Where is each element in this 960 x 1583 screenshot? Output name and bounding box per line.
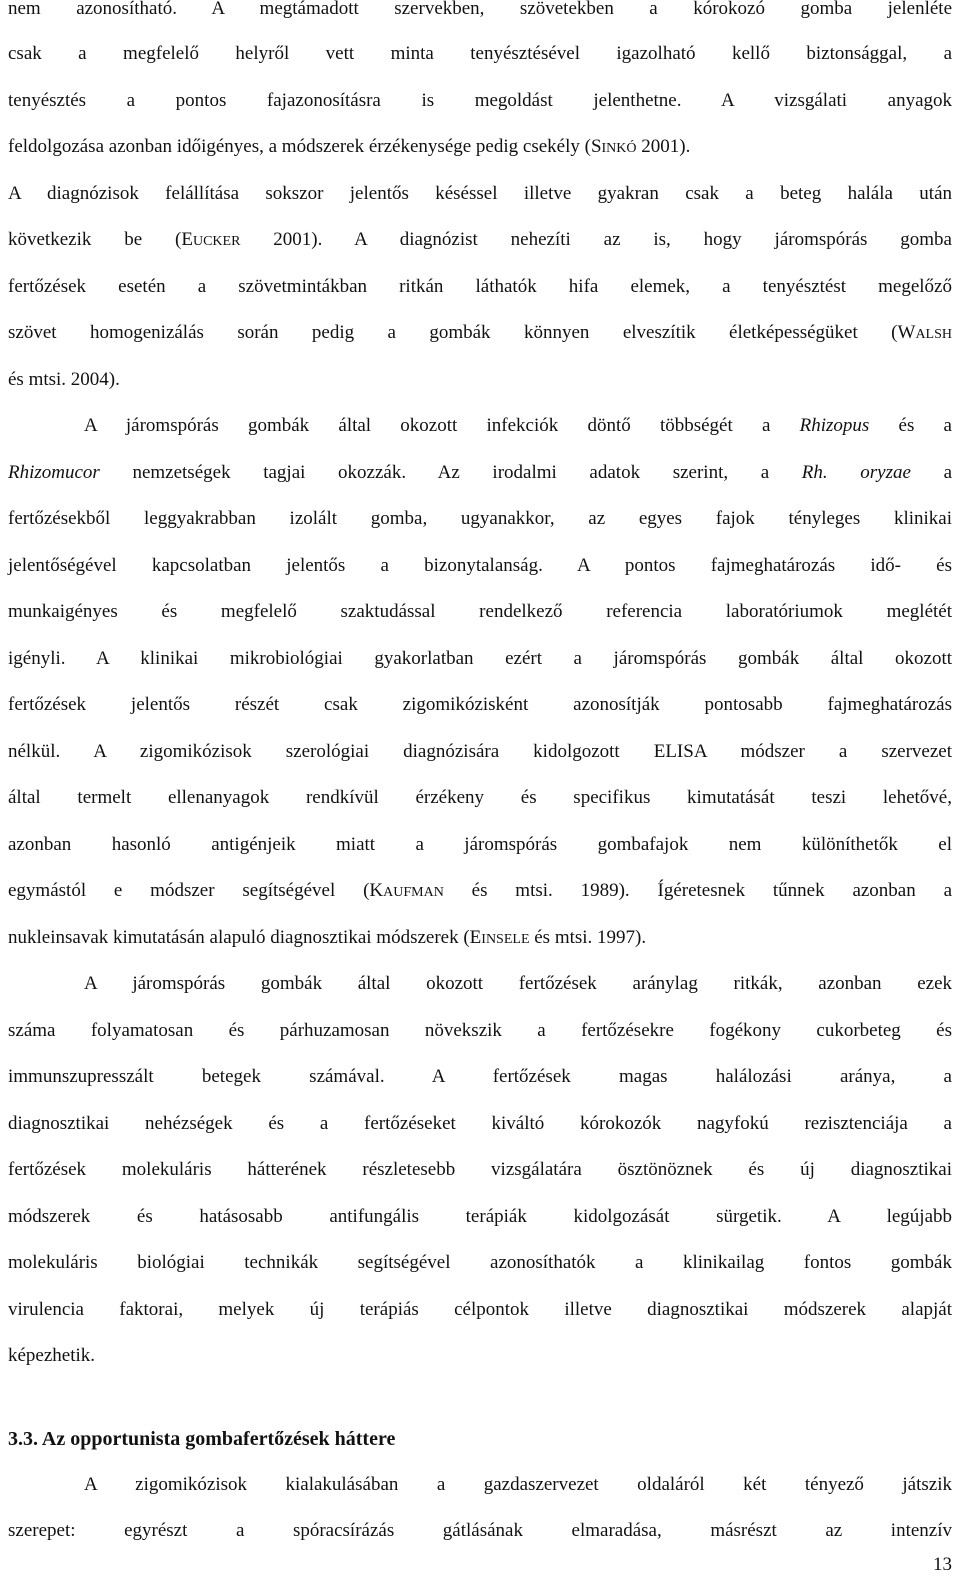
- text-line: feldolgozása azonban időigényes, a módszerek érzékenysége pedig csekély (SINKÓ 2001).: [8, 136, 691, 157]
- text-line: száma folyamatosan és párhuzamosan növekszik a fertőzésekre fogékony cukorbeteg és: [8, 1020, 952, 1041]
- text-line: tenyésztés a pontos fajazonosításra is megoldást jelenthetne. A vizsgálati anyagok: [8, 90, 952, 111]
- text-line: nukleinsavak kimutatásán alapuló diagnosztikai módszerek (EINSELE és mtsi. 1997).: [8, 927, 647, 948]
- text-line: nélkül. A zigomikózisok szerológiai diagnózisára kidolgozott ELISA módszer a szervezet: [8, 741, 952, 762]
- text-line: szerepet: egyrészt a spóracsírázás gátlásának elmaradása, másrészt az intenzív: [8, 1520, 952, 1541]
- taxon-name: Rh. oryzae: [801, 462, 911, 483]
- text-line: szövet homogenizálás során pedig a gombák könnyen elveszítik életképességüket (WALSH: [8, 322, 952, 343]
- text-line: munkaigényes és megfelelő szaktudással rendelkező referencia laboratóriumok meglétét: [8, 601, 952, 622]
- page-number: 13: [933, 1554, 952, 1575]
- text-line: és mtsi. 2004).: [8, 369, 120, 390]
- section-heading: 3.3. Az opportunista gombafertőzések háttere: [8, 1428, 396, 1450]
- text-line: azonban hasonló antigénjeik miatt a járomspórás gombafajok nem különíthetők el: [8, 834, 952, 855]
- text-line: A járomspórás gombák által okozott fertőzések aránylag ritkák, azonban ezek: [84, 973, 952, 994]
- taxon-name: Rhizomucor: [8, 462, 100, 483]
- text-line: diagnosztikai nehézségek és a fertőzéseket kiváltó kórokozók nagyfokú rezisztenciája a: [8, 1113, 952, 1134]
- text-line: molekuláris biológiai technikák segítségével azonosíthatók a klinikailag fontos gombák: [8, 1252, 952, 1273]
- text-line: jelentőségével kapcsolatban jelentős a bizonytalanság. A pontos fajmeghatározás idő- és: [8, 555, 952, 576]
- author-smallcaps: INKÓ: [601, 141, 637, 156]
- text-line: fertőzések esetén a szövetmintákban ritkán láthatók hifa elemek, a tenyésztést megelőző: [8, 276, 952, 297]
- author-smallcaps: UCKER: [192, 234, 241, 249]
- text-line: által termelt ellenanyagok rendkívül érzékeny és specifikus kimutatását teszi lehetővé,: [8, 787, 952, 808]
- author-smallcaps: AUFMAN: [383, 885, 444, 900]
- text-line: fertőzések jelentős részét csak zigomikózisként azonosítják pontosabb fajmeghatározás: [8, 694, 952, 715]
- text-line: A zigomikózisok kialakulásában a gazdaszervezet oldaláról két tényező játszik: [84, 1474, 952, 1495]
- text-line: fertőzésekből leggyakrabban izolált gomba, ugyanakkor, az egyes fajok tényleges klinikai: [8, 508, 952, 529]
- text-line: fertőzések molekuláris hátterének részletesebb vizsgálatára ösztönöznek és új diagnosztikai: [8, 1159, 952, 1180]
- text-line: immunszupresszált betegek számával. A fertőzések magas halálozási aránya, a: [8, 1066, 952, 1087]
- text-line: módszerek és hatásosabb antifungális terápiák kidolgozását sürgetik. A legújabb: [8, 1206, 952, 1227]
- taxon-name: Rhizopus: [799, 415, 870, 436]
- text-line: Rhizomucor nemzetségek tagjai okozzák. Az irodalmi adatok szerint, a Rh. oryzae a: [8, 462, 952, 483]
- text-line: következik be (EUCKER 2001). A diagnózist nehezíti az is, hogy járomspórás gomba: [8, 229, 952, 250]
- author-smallcaps: INSELE: [481, 932, 530, 947]
- text-line: nem azonosítható. A megtámadott szervekben, szövetekben a kórokozó gomba jelenléte: [8, 0, 952, 19]
- text-line: képezhetik.: [8, 1345, 96, 1366]
- text-line: A diagnózisok felállítása sokszor jelentős késéssel illetve gyakran csak a beteg halála után: [8, 183, 952, 204]
- author-smallcaps: ALSH: [915, 327, 952, 342]
- text-line: virulencia faktorai, melyek új terápiás célpontok illetve diagnosztikai módszerek alapját: [8, 1299, 952, 1320]
- text-line: csak a megfelelő helyről vett minta tenyésztésével igazolható kellő biztonsággal, a: [8, 43, 952, 64]
- text-line: egymástól e módszer segítségével (KAUFMAN és mtsi. 1989). Ígéretesnek tűnnek azonban a: [8, 880, 952, 901]
- text-line: A járomspórás gombák által okozott infekciók döntő többségét a Rhizopus és a: [84, 415, 952, 436]
- text-line: igényli. A klinikai mikrobiológiai gyakorlatban ezért a járomspórás gombák által okozott: [8, 648, 952, 669]
